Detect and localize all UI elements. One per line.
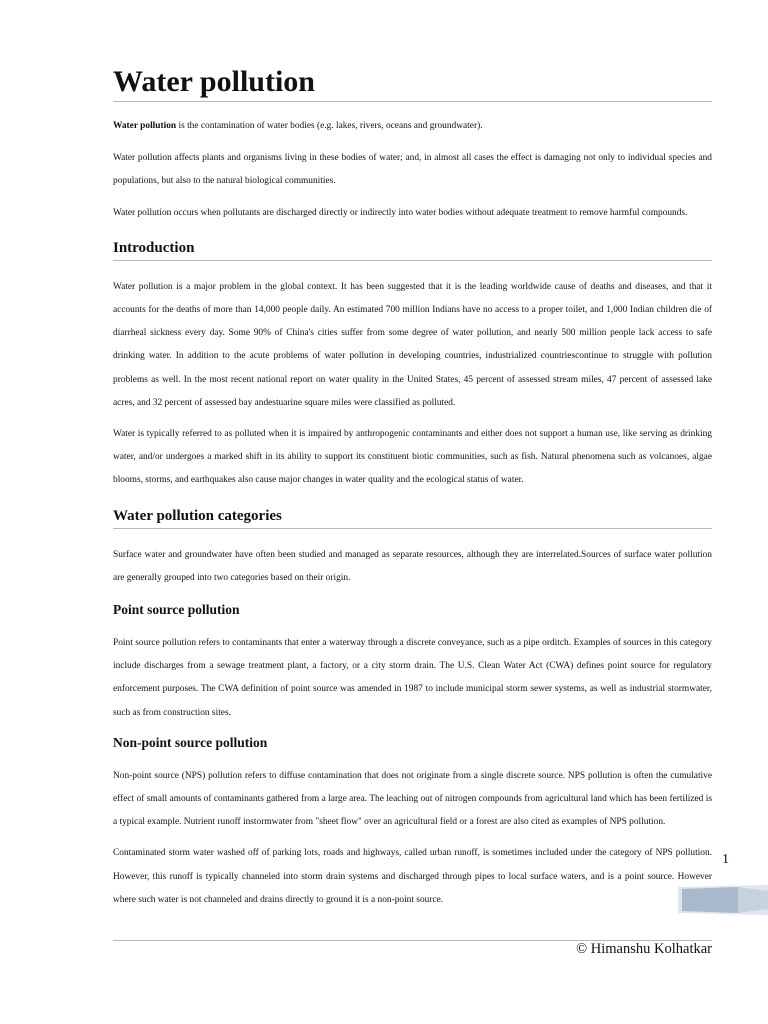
point-source-heading: Point source pollution (113, 602, 240, 618)
introduction-heading: Introduction (113, 238, 712, 261)
non-point-source-heading: Non-point source pollution (113, 734, 268, 750)
page-number: 1 (722, 852, 729, 867)
ribbon-fold (738, 887, 768, 913)
page-corner-ribbon-decoration (678, 885, 768, 915)
document-page (113, 60, 712, 912)
point-source-paragraph: Point source pollution refers to contaminants that enter a waterway through a discrete conveyance, such as a pipe orditch. Examples of sources in this category include discharges from a sewage treatment plant, a factory, or a city storm drain. The U.S. Clean Water Act (CWA) defines point source for regulatory enforcement purposes. The CWA definition of point source was amended in 1987 to include municipal storm sewer systems, as well as industrial stormwater, such as from construction sites. (113, 638, 712, 718)
ribbon-dark-band (682, 887, 738, 913)
causes-paragraph: Water pollution occurs when pollutants are discharged directly or indirectly into water bodies without adequate treatment to remove harmful compounds. (113, 207, 688, 218)
definition-text: is the contamination of water bodies (e.g. lakes, rivers, oceans and groundwater). (176, 121, 483, 131)
categories-heading: Water pollution categories (113, 506, 712, 529)
introduction-paragraph-2: Water is typically referred to as polluted when it is impaired by anthropogenic contaminants and either does not support a human use, like serving as drinking water, and/or undergoes a marked shift in its ability to support its constituent biotic communities, such as fish. Natural phenomena such as volcanoes, algae blooms, storms, and earthquakes also cause major changes in water quality and the ecological status of water. (113, 429, 712, 486)
non-point-source-paragraph-2: Contaminated storm water washed off of parking lots, roads and highways, called urban runoff, is sometimes included under the category of NPS pollution. However, this runoff is typically channeled into storm drain systems and discharged through pipes to local surface waters, and is a point source. However where such water is not channeled and drains directly to ground it is a non-point source. (113, 848, 712, 905)
non-point-source-paragraph-1: Non-point source (NPS) pollution refers to diffuse contamination that does not originate from a single discrete source. NPS pollution is often the cumulative effect of small amounts of contaminants gathered from a large area. The leaching out of nitrogen compounds from agricultural land which has been fertilized is a typical example. Nutrient runoff instormwater from "sheet flow" over an agricultural field or a forest are also cited as examples of NPS pollution. (113, 770, 712, 828)
effects-paragraph: Water pollution affects plants and organisms living in these bodies of water; and, in almost all cases the effect is damaging not only to individual species and populations, but also to the natural biological communities. (113, 153, 712, 187)
introduction-paragraph-1: Water pollution is a major problem in the global context. It has been suggested that it is the leading worldwide cause of deaths and diseases, and that it accounts for the deaths of more than 14,000 people daily. An estimated 700 million Indians have no access to a proper toilet, and 1,000 Indian children die of diarrheal sickness every day. Some 90% of China's cities suffer from some degree of water pollution, and nearly 500 million people lack access to safe drinking water. In addition to the acute problems of water pollution in developing countries, industrialized countriescontinue to struggle with pollution problems as well. In the most recent national report on water quality in the United States, 45 percent of assessed stream miles, 47 percent of assessed lake acres, and 32 percent of assessed bay andestuarine square miles were classified as polluted. (113, 281, 712, 408)
definition-term: Water pollution (113, 121, 177, 131)
footer-copyright: © Himanshu Kolhatkar (576, 941, 712, 957)
page-title: Water pollution (113, 60, 712, 102)
definition-paragraph (113, 115, 712, 138)
categories-paragraph: Surface water and groundwater have often been studied and managed as separate resources, although they are interrelated.Sources of surface water pollution are generally grouped into two categories based on their origin. (113, 549, 712, 583)
